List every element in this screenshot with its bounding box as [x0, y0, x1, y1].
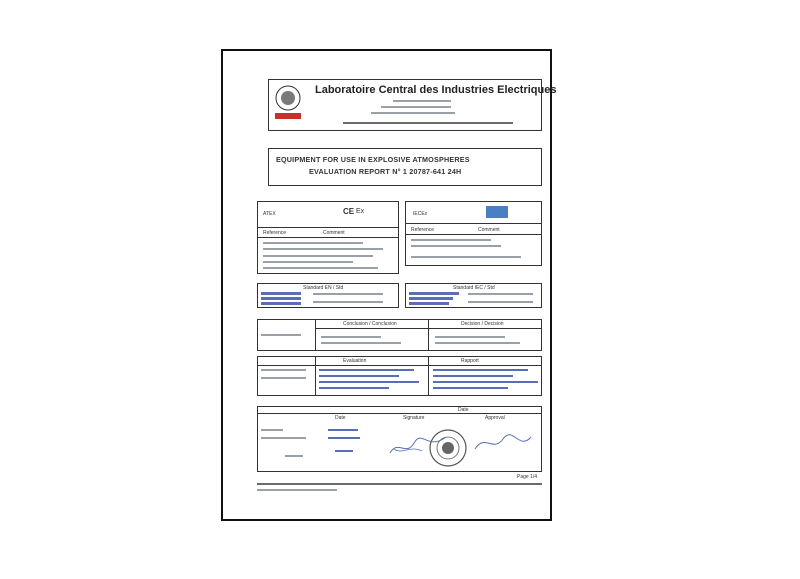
- conclusion-text-1: [321, 336, 381, 338]
- signature-col-signature: Signature: [403, 415, 425, 421]
- header-address-2: [381, 106, 451, 108]
- iecex-col-comment: Comment: [478, 227, 500, 233]
- signature-col-date: Date: [335, 415, 346, 421]
- evaluation-text-7: [433, 381, 538, 383]
- atex-col-reference: Reference: [263, 230, 287, 236]
- iecex-std-row-3: [409, 302, 449, 305]
- signature-row-label-1: [261, 429, 283, 431]
- iecex-col-reference: Reference: [411, 227, 435, 233]
- evaluation-header-line: [257, 365, 542, 366]
- evaluation-text-6: [433, 375, 513, 377]
- evaluation-col-divider-1: [315, 356, 316, 396]
- atex-std-row-1: [261, 292, 301, 295]
- signature-date-2: [328, 437, 360, 439]
- header-address-3: [371, 112, 455, 114]
- footer-line-1: [257, 483, 542, 485]
- evaluation-col-divider-2: [428, 356, 429, 396]
- iecex-std-text-1: [468, 293, 533, 295]
- evaluation-text-3: [319, 381, 419, 383]
- iecex-text-1: [411, 239, 491, 241]
- atex-text-3: [263, 255, 373, 257]
- evaluation-text-8: [433, 387, 508, 389]
- evaluation-left-title: Evaluation: [343, 358, 367, 364]
- iecex-divider-1: [405, 223, 542, 224]
- signature-header-line: [257, 413, 542, 414]
- page-number: Page 1/4: [517, 474, 538, 480]
- iecex-std-row-1: [409, 292, 459, 295]
- atex-std-text-1: [313, 293, 383, 295]
- atex-std-row-3: [261, 302, 301, 305]
- ce-mark: CE: [343, 207, 355, 216]
- atex-divider-2: [257, 237, 399, 238]
- atex-standards-title: Standard EN / Std: [303, 285, 344, 291]
- atex-divider-1: [257, 227, 399, 228]
- lcie-logo: [272, 83, 304, 125]
- atex-text-1: [263, 242, 363, 244]
- iecex-divider-2: [405, 234, 542, 235]
- atex-text-5: [263, 267, 378, 269]
- signature-date-1: [328, 429, 358, 431]
- iecex-standards-title: Standard IEC / Std: [453, 285, 495, 291]
- report-title-line1: EQUIPMENT FOR USE IN EXPLOSIVE ATMOSPHERES: [276, 155, 470, 164]
- conclusion-col-divider-1: [315, 319, 316, 351]
- evaluation-right-title: Rapport: [461, 358, 479, 364]
- evaluation-text-2: [319, 375, 399, 377]
- evaluation-left-label-1: [261, 369, 306, 371]
- report-title-line2: EVALUATION REPORT N° 1 20787-641 24H: [309, 167, 462, 176]
- conclusion-text-4: [435, 342, 520, 344]
- atex-text-4: [263, 261, 353, 263]
- atex-col-comment: Comment: [323, 230, 345, 236]
- signature-header: Date: [458, 407, 469, 413]
- atex-text-2: [263, 248, 383, 250]
- atex-label: ATEX: [263, 211, 276, 217]
- conclusion-left-title: Conclusion / Conclusion: [343, 321, 397, 327]
- certificate-page: [221, 49, 557, 521]
- header-address-1: [393, 100, 451, 102]
- atex-std-text-2: [313, 301, 383, 303]
- iecex-text-3: [411, 256, 521, 258]
- evaluation-text-4: [319, 387, 389, 389]
- header-address-4: [343, 122, 513, 124]
- conclusion-text-3: [435, 336, 505, 338]
- signature-date-3: [335, 450, 353, 452]
- ex-mark-atex: Ex: [356, 208, 365, 215]
- conclusion-left-label: [261, 334, 301, 336]
- iecex-label: IECEx: [413, 211, 428, 217]
- evaluation-text-5: [433, 369, 528, 371]
- handwritten-signature-2: [473, 429, 533, 459]
- conclusion-right-title: Decision / Decision: [461, 321, 504, 327]
- signature-col-approval: Approval: [485, 415, 505, 421]
- handwritten-signature-1: [388, 431, 448, 461]
- iecex-text-2: [411, 245, 501, 247]
- evaluation-text-1: [319, 369, 414, 371]
- conclusion-text-2: [321, 342, 401, 344]
- signature-row-label-2: [261, 437, 306, 439]
- iecex-std-row-2: [409, 297, 453, 300]
- signature-row-label-3: [285, 455, 303, 457]
- evaluation-left-label-2: [261, 377, 306, 379]
- iecex-logo: [486, 206, 508, 218]
- iecex-std-text-2: [468, 301, 533, 303]
- conclusion-header-line: [315, 328, 542, 329]
- lab-name: Laboratoire Central des Industries Electriques: [315, 84, 557, 96]
- atex-std-row-2: [261, 297, 301, 300]
- conclusion-col-divider-2: [428, 319, 429, 351]
- footer-line-2: [257, 489, 337, 491]
